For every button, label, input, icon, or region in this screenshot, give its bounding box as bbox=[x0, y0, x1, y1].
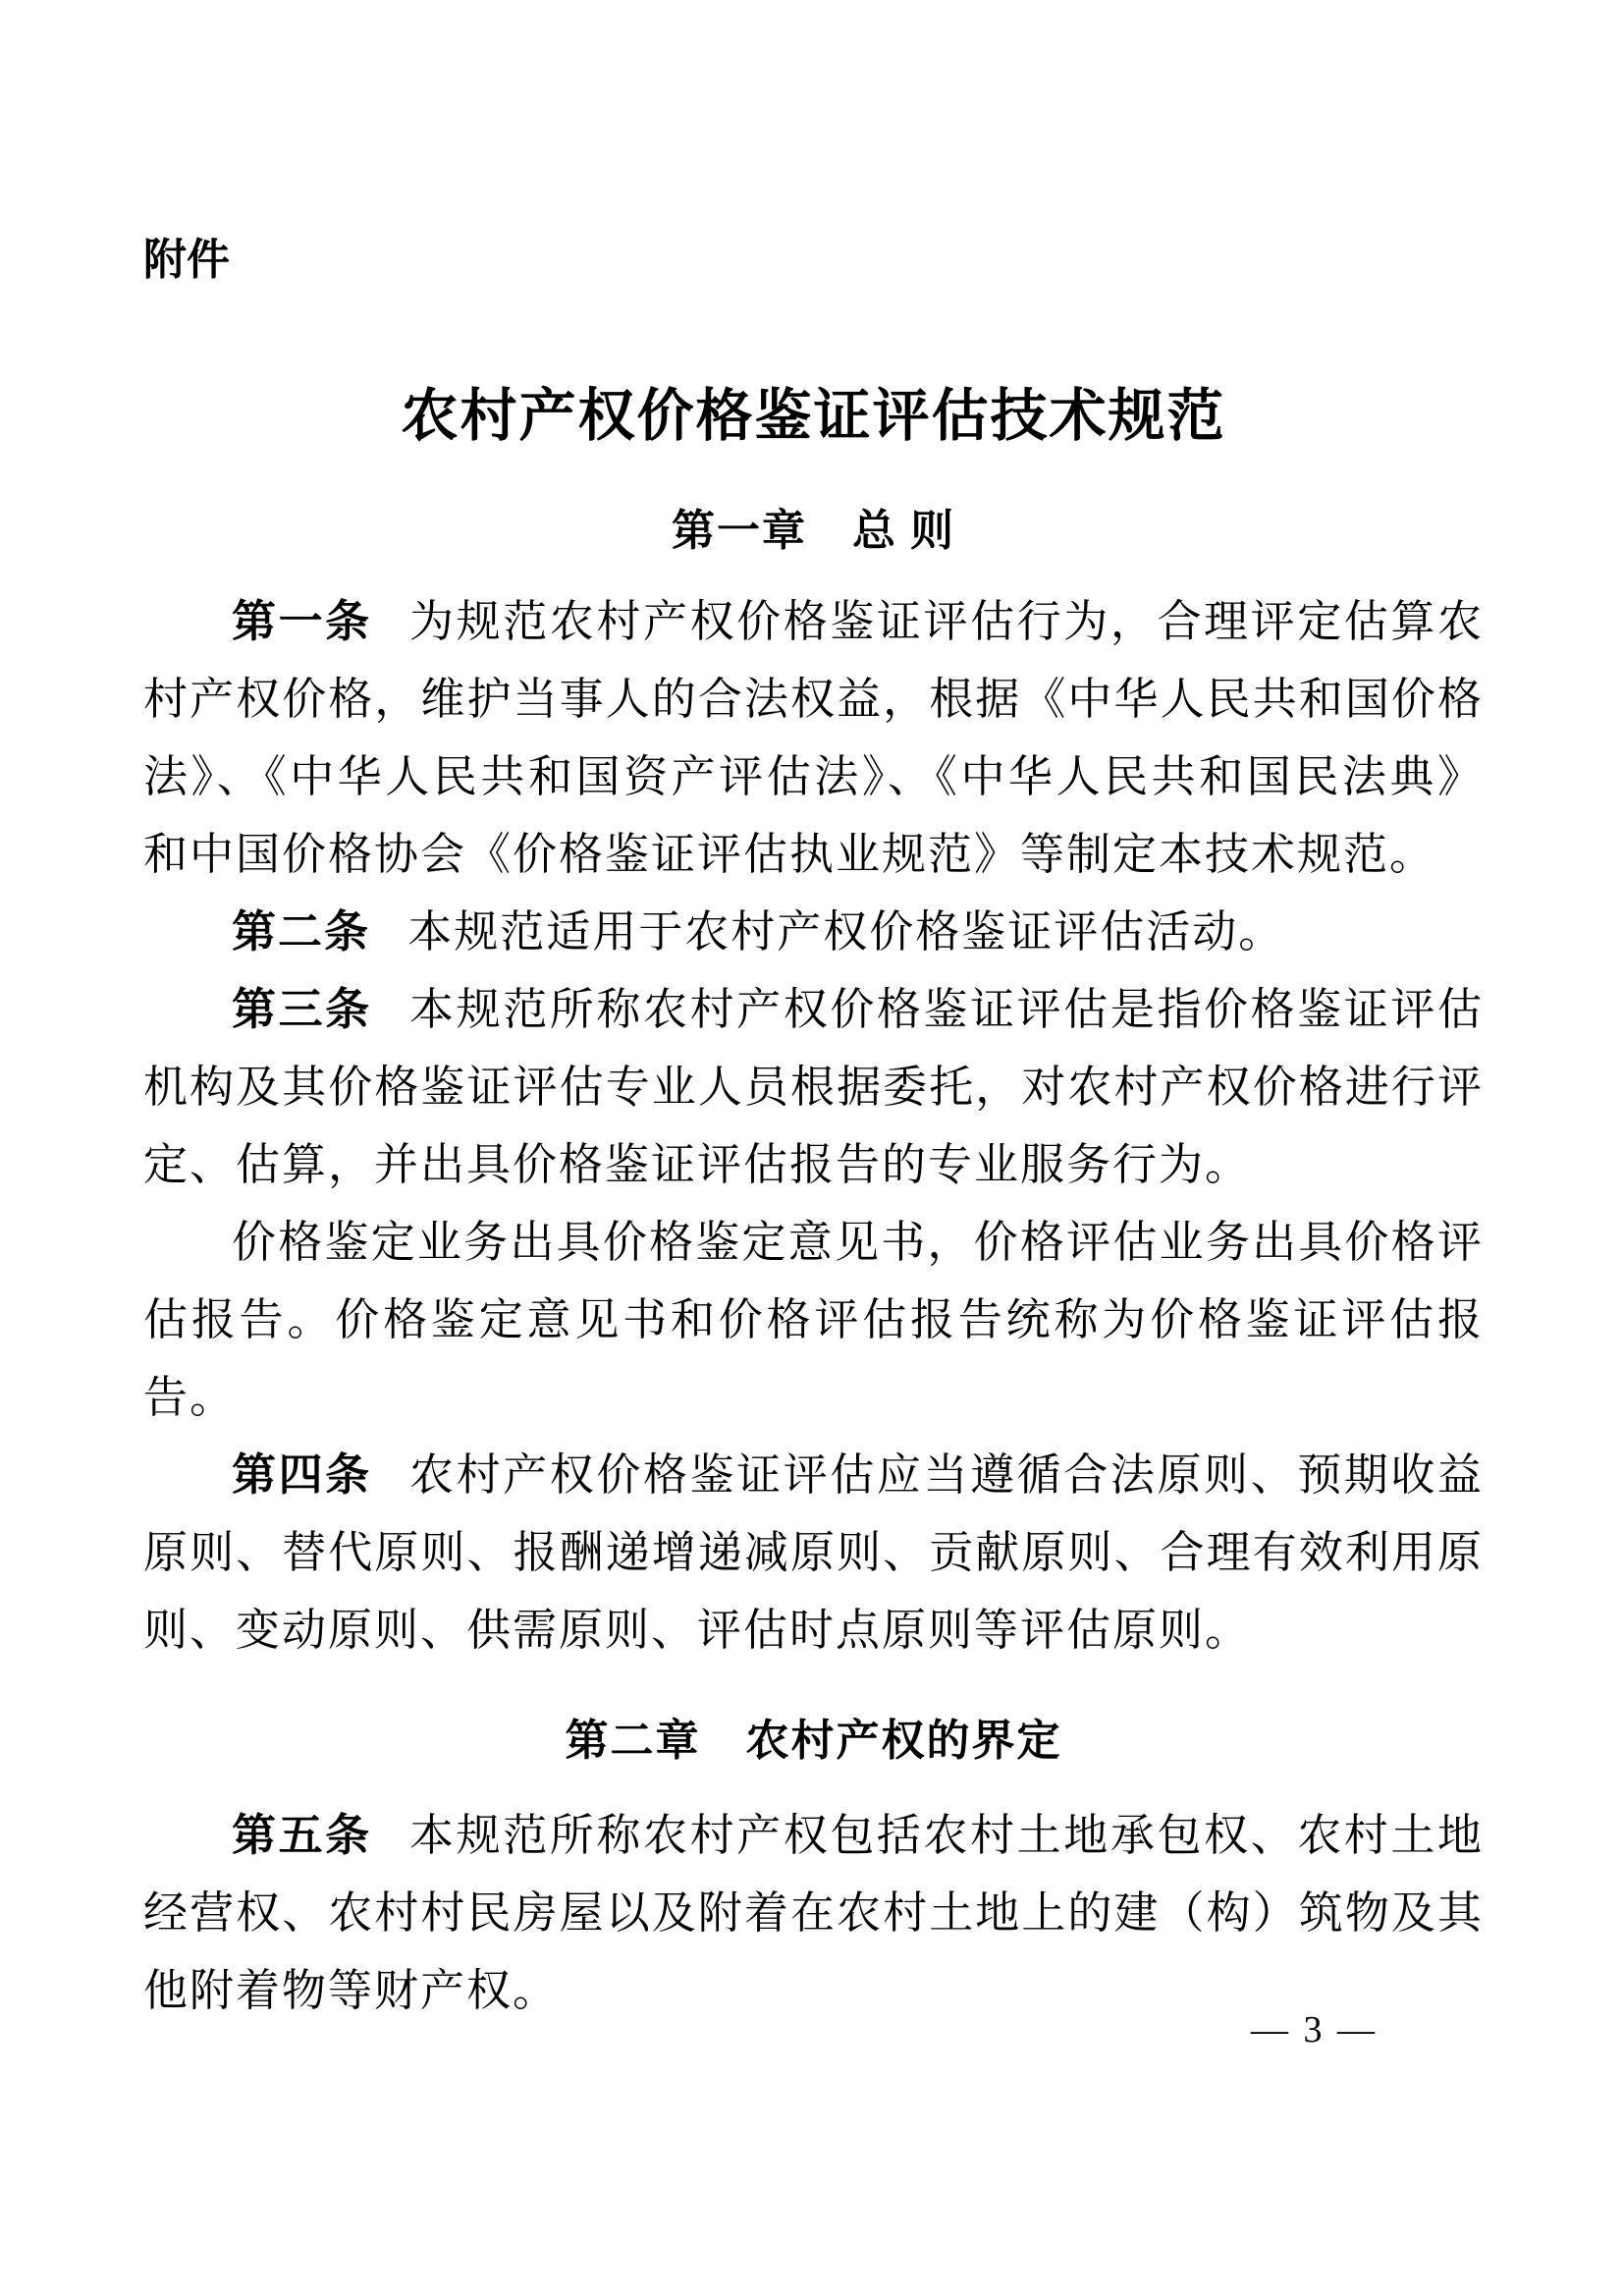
article-2-paragraph bbox=[143, 894, 1484, 971]
article-1-text: 为规范农村产权价格鉴证评估行为，合理评定估算农村产权价格，维护当事人的合法权益，根据《中华人民共和国价格法》、《中华人民共和国资产评估法》、《中华人民共和国民法典》和中国价格协会《价格鉴证评估执业规范》等制定本技术规范。 bbox=[143, 597, 1484, 879]
chapter-2-heading: 第二章 农村产权的界定 bbox=[565, 1717, 1062, 1765]
article-5-text: 本规范所称农村产权包括农村土地承包权、农村土地经营权、农村村民房屋以及附着在农村土地上的建（构）筑物及其他附着物等财产权。 bbox=[143, 1811, 1484, 2015]
page-number: — 3 — bbox=[1251, 2009, 1378, 2050]
article-2-label: 第二条 bbox=[232, 907, 371, 957]
attachment-label: 附件 bbox=[143, 236, 230, 284]
chapter-1-body bbox=[143, 583, 1484, 1669]
article-5-label: 第五条 bbox=[232, 1811, 372, 1860]
article-1-label: 第一条 bbox=[232, 597, 372, 646]
article-3-label: 第三条 bbox=[232, 985, 372, 1034]
chapter-1-heading: 第一章 总 则 bbox=[672, 507, 955, 555]
article-1-paragraph bbox=[143, 583, 1484, 894]
article-3-continuation-text: 价格鉴定业务出具价格鉴定意见书，价格评估业务出具价格评估报告。价格鉴定意见书和价格评估报告统称为价格鉴证评估报告。 bbox=[143, 1218, 1484, 1422]
document-title: 农村产权价格鉴证评估技术规范 bbox=[401, 384, 1226, 448]
article-3-text: 本规范所称农村产权价格鉴证评估是指价格鉴证评估机构及其价格鉴证评估专业人员根据委托，对农村产权价格进行评定、估算，并出具价格鉴证评估报告的专业服务行为。 bbox=[143, 985, 1484, 1189]
article-3-paragraph bbox=[143, 971, 1484, 1204]
article-4-label: 第四条 bbox=[232, 1450, 372, 1500]
article-5-paragraph bbox=[143, 1797, 1484, 2030]
article-3-continuation-paragraph bbox=[143, 1204, 1484, 1437]
article-4-paragraph bbox=[143, 1437, 1484, 1669]
article-4-text: 农村产权价格鉴证评估应当遵循合法原则、预期收益原则、替代原则、报酬递增递减原则、贡献原则、合理有效利用原则、变动原则、供需原则、评估时点原则等评估原则。 bbox=[143, 1450, 1484, 1655]
chapter-2-body bbox=[143, 1797, 1484, 2030]
article-2-text: 本规范适用于农村产权价格鉴证评估活动。 bbox=[407, 907, 1285, 957]
